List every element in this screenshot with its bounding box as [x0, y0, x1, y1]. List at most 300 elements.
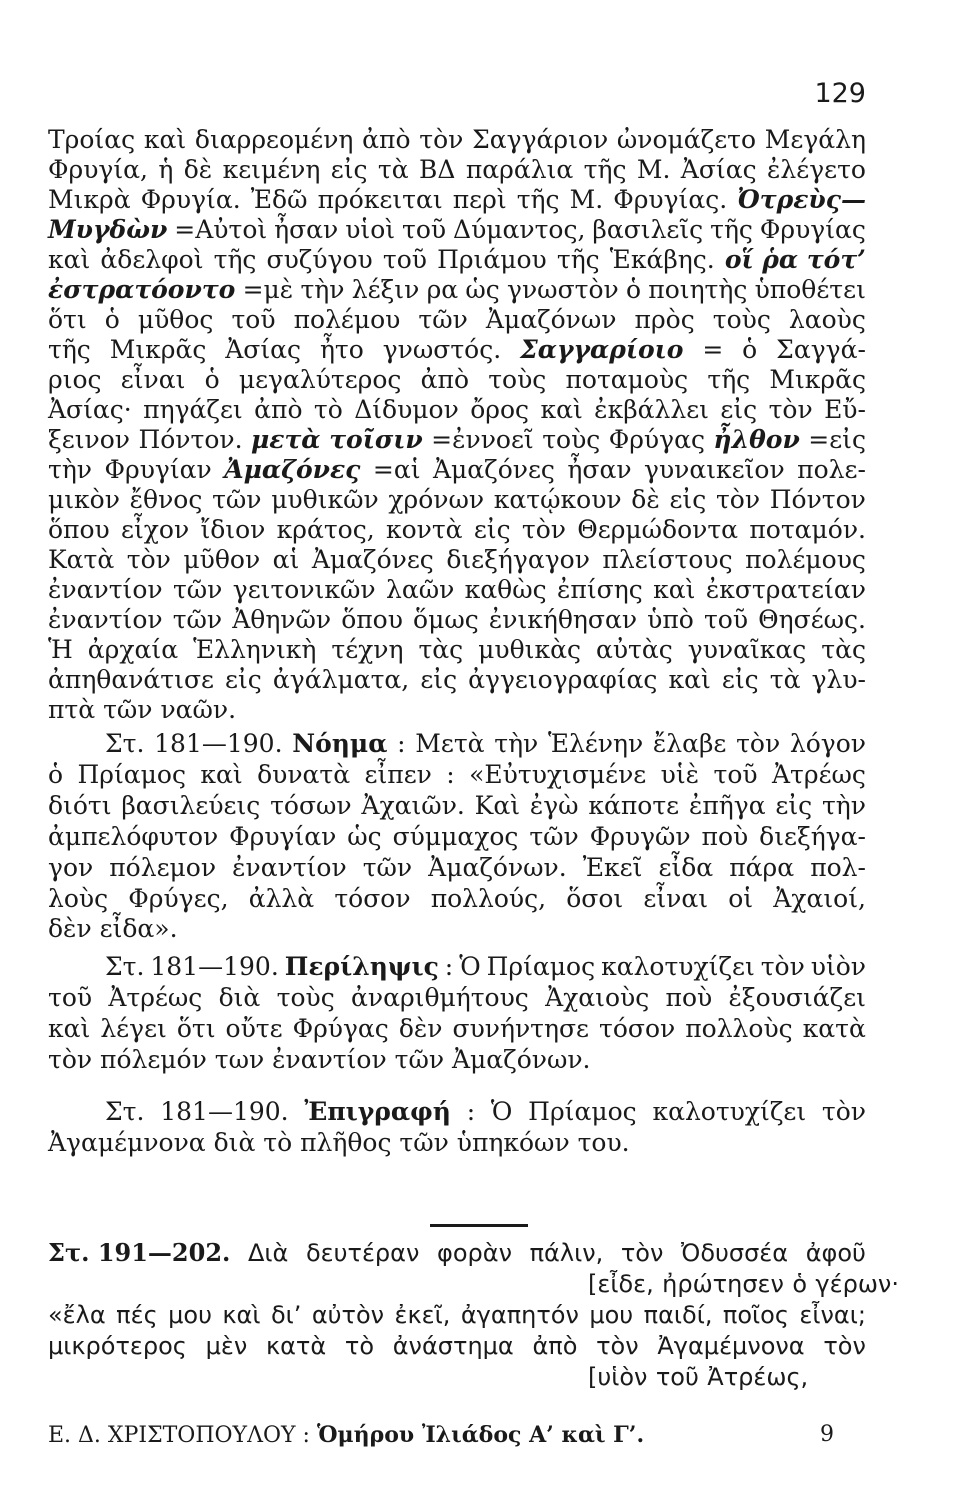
word: οὔτε — [225, 1013, 283, 1043]
word: Ἀμαζόνες — [311, 545, 434, 574]
word: τῆς — [707, 365, 751, 394]
word: τοῦ — [703, 605, 749, 634]
word: ποταμοὺς — [565, 365, 689, 394]
word: εἰς — [721, 665, 759, 694]
word: Φρύγας — [292, 1013, 389, 1043]
word: περὶ — [452, 185, 507, 214]
word: τῶν — [418, 305, 468, 334]
word: πλείστους — [602, 545, 733, 574]
word: γειτονικῶν — [232, 575, 376, 604]
word: τὸ — [313, 395, 343, 424]
word: Φρυγίαν — [104, 455, 212, 484]
word: τὴν — [300, 275, 345, 304]
emphasized-term: ἦλθον — [713, 425, 800, 454]
text-line — [48, 952, 866, 983]
emphasized-term: Ὀτρεὺς— — [737, 185, 866, 214]
word: ΒΔ — [419, 155, 456, 184]
word: Στ. — [105, 1097, 145, 1126]
word: ἀπηθανάτισε — [48, 665, 214, 694]
word: πόλεμον — [109, 852, 217, 882]
footer-citation — [48, 1422, 644, 1448]
word: δὲν — [398, 1013, 443, 1043]
word: συνήντησε — [452, 1013, 589, 1043]
word: =ἐννοεῖ — [431, 425, 534, 454]
word: τὸν — [596, 1331, 639, 1360]
word: βασιλεύεις — [121, 790, 261, 820]
word: ὅτι — [176, 1013, 216, 1043]
noima-section — [48, 729, 866, 945]
word: καλοτυχίζει — [652, 1097, 807, 1126]
word: ἐπῆγα — [688, 790, 766, 820]
word: Ἡ — [48, 635, 73, 664]
word: ὅμως — [413, 605, 479, 634]
text-line — [48, 395, 866, 425]
word: ἔθνος — [129, 485, 203, 514]
word: ἐναντίον — [48, 605, 163, 634]
word: τὸν πόλεμόν των ἐναντίον τῶν Ἀμαζόνων. — [48, 1044, 591, 1074]
word: Ἀμαζόνες — [433, 455, 555, 484]
word: τῶν — [212, 485, 262, 514]
word: ὑπὸ — [647, 605, 694, 634]
word: γυναικεῖον — [644, 455, 785, 484]
word: δὲ — [631, 485, 660, 514]
word: ριος — [48, 365, 102, 394]
word: γλυ- — [811, 665, 866, 694]
word: Ἀτρέως — [772, 759, 866, 789]
word: Φρύγες, — [128, 883, 229, 913]
word: Μικρὰ — [48, 185, 131, 214]
word: διεξήγα- — [759, 821, 866, 851]
word: τὸν — [823, 1331, 866, 1360]
word: γυναῖκας — [687, 635, 807, 664]
word: τὸν — [715, 485, 761, 514]
word: πάλιν, — [529, 1239, 604, 1267]
text-line — [48, 1045, 866, 1076]
word: τὸν — [126, 545, 171, 574]
word: : — [397, 729, 406, 758]
text-line — [48, 635, 866, 665]
word: μικρότερος — [48, 1331, 187, 1360]
word: μυθικῶν — [271, 485, 379, 514]
word: υἱὸν — [810, 952, 866, 981]
word: ἀναριθμήτους — [350, 982, 529, 1012]
word: ἀγγειογραφίας — [468, 665, 658, 694]
word: μικὸν — [48, 485, 120, 514]
word: Μεγάλη — [764, 125, 866, 154]
word: κράτος, — [276, 515, 375, 544]
word: τῆς — [213, 245, 257, 274]
word: τῆς — [48, 335, 91, 364]
word: τοὺς — [488, 365, 547, 394]
word: μου — [589, 1300, 634, 1329]
text-line — [48, 125, 866, 155]
word: Φρυγίας — [759, 215, 866, 244]
word: Ἀμαζόνων — [485, 305, 617, 334]
word: ἀρχαία — [87, 635, 179, 664]
word: Ἑλληνικὴ — [193, 635, 317, 664]
text-line — [48, 215, 866, 245]
text-line — [48, 983, 866, 1014]
word: Ἀσίας· — [48, 395, 132, 424]
word: διὰ — [218, 982, 261, 1012]
word: ποιητὴς — [648, 275, 748, 304]
emphasized-term: Ἐπιγραφή — [304, 1097, 451, 1126]
word: τοῦ — [713, 759, 758, 789]
word: Δίδυμον — [354, 395, 459, 424]
word: ἀπὸ — [420, 365, 469, 394]
word: τέχνη — [331, 635, 404, 664]
word: καὶ — [143, 125, 187, 154]
word: εἶναι; — [799, 1300, 866, 1329]
text-line — [48, 1128, 866, 1159]
word: ὅτι — [48, 305, 87, 334]
word: λαῶν — [385, 575, 455, 604]
word: [υἱὸν — [588, 1362, 648, 1391]
word: Φρυγίας. — [613, 185, 728, 214]
text-line — [48, 1238, 866, 1269]
text-line — [48, 155, 866, 185]
word: =μὲ — [242, 275, 294, 304]
word: ἦσαν — [567, 455, 632, 484]
word: γνωστὸν — [507, 275, 619, 304]
word: Στ. — [105, 952, 145, 981]
word: ἀλλὰ — [248, 883, 315, 913]
word: κατῴκουν — [493, 485, 622, 514]
word: Κατὰ — [48, 545, 115, 574]
word: Φρυγία. — [140, 185, 241, 214]
word: ἡ — [158, 155, 174, 184]
text-line — [48, 515, 866, 545]
word: γέρων· — [815, 1269, 899, 1298]
word: Ἀχαιοί, — [773, 883, 866, 913]
word: τῶν — [362, 852, 413, 882]
word: 181—190. — [154, 729, 283, 758]
word: μὲν — [205, 1331, 248, 1360]
word: Ἀγαμέμνονα — [657, 1331, 805, 1360]
word: δευτέραν — [305, 1239, 420, 1267]
footer-author: Ε. Δ. ΧΡΙΣΤΟΠΟΥΛΟΥ : — [48, 1423, 317, 1448]
word: δι’ — [270, 1300, 302, 1329]
text-line — [48, 305, 866, 335]
word: τὸν — [768, 395, 813, 424]
word: =Αὐτοὶ — [174, 215, 268, 244]
footer-title: Ὁμήρου Ἰλιάδος Α’ καὶ Γ’. — [316, 1422, 645, 1448]
text-line — [48, 1362, 866, 1393]
word: ἀνάστημα — [392, 1331, 514, 1360]
word: εἰς — [473, 515, 511, 544]
word: τῶν — [529, 821, 579, 851]
emphasized-term: Σαγγαρίοιο — [520, 335, 684, 364]
word: διαρρεομένη — [194, 125, 354, 154]
word: τοῦ — [231, 305, 276, 334]
word: Φρύγας — [608, 425, 705, 454]
word: ἴδιον — [200, 515, 266, 544]
emphasized-term: Μυγδὼν — [48, 215, 168, 244]
word: ποὺ — [701, 821, 749, 851]
word: : — [444, 952, 454, 981]
text-line — [48, 1300, 866, 1331]
word: ἐκβάλλει — [594, 395, 709, 424]
word: ἐκεῖ, — [394, 1300, 451, 1329]
word: τὰ — [769, 665, 801, 694]
text-line — [48, 822, 866, 853]
word: ὁ — [742, 335, 758, 364]
word: συζύγου — [266, 245, 373, 274]
word: παιδί, — [643, 1300, 713, 1329]
word: Θησέως. — [758, 605, 866, 634]
word: τὰ — [377, 155, 409, 184]
word: καὶ — [222, 1300, 261, 1329]
text-line — [48, 275, 866, 305]
word: δὲν εἶδα». — [48, 914, 178, 944]
text-line — [48, 1097, 866, 1128]
word: ὅσοι — [566, 883, 624, 913]
word: Μ. — [636, 155, 671, 184]
word: κατὰ — [265, 1331, 327, 1360]
word: γον — [48, 852, 94, 882]
word: εἰς — [225, 665, 262, 694]
word: τόσων — [270, 790, 352, 820]
word: τὴν — [494, 729, 539, 758]
section-divider — [430, 1224, 528, 1227]
word: τοὺς — [712, 305, 771, 334]
word: = — [702, 335, 724, 364]
text-line — [48, 455, 866, 485]
word: Πόντον — [769, 485, 866, 514]
word: Ἀσίας — [225, 335, 302, 364]
word: ἐλέγετο — [767, 155, 866, 184]
word: ὑποθέτει — [754, 275, 866, 304]
word: πές — [116, 1300, 158, 1329]
translation-section — [48, 1238, 899, 1393]
word: ἐπίσης — [557, 575, 643, 604]
word: τὸν — [760, 952, 805, 981]
word: [εἶδε, — [588, 1269, 654, 1298]
word: Τροίας — [48, 125, 136, 154]
text-line — [48, 1014, 866, 1045]
word: Φρυγία, — [48, 155, 148, 184]
word: τῶν — [172, 575, 223, 604]
word: Ὁ — [459, 952, 481, 981]
emphasized-term: Στ. 191—202. — [48, 1238, 231, 1267]
word: Πρίαμος — [77, 759, 186, 789]
word: πρόκειται — [317, 185, 443, 214]
word: Φρυγῶν — [589, 821, 691, 851]
word: εἰς — [775, 790, 813, 820]
notes-section — [48, 125, 866, 725]
word: τῶν — [172, 605, 223, 634]
word: ἀπὸ — [362, 125, 411, 154]
word: σύμμαχος — [392, 821, 519, 851]
text-line — [48, 425, 866, 455]
word: Καὶ — [474, 790, 521, 820]
emphasized-term: μετὰ τοῖσιν — [250, 425, 423, 454]
word: τὸ — [344, 1331, 375, 1360]
word: τοῦ — [401, 215, 447, 244]
word: Πρίαμος — [528, 1097, 637, 1126]
word: ἦτο — [319, 335, 364, 364]
word: πολ- — [810, 852, 866, 882]
word: υἱοὶ — [345, 215, 396, 244]
word: 181—190. — [150, 952, 279, 981]
word: τοὺς — [276, 982, 335, 1012]
word: δὲ — [183, 155, 213, 184]
text-line — [48, 245, 866, 275]
word: Ὁ — [490, 1097, 513, 1126]
word: βασιλεῖς — [592, 215, 704, 244]
word: =αἱ — [372, 455, 421, 484]
word: ὁ — [625, 275, 642, 304]
text-line — [48, 791, 866, 822]
word: τοῦ — [382, 245, 427, 274]
word: ὄρος — [470, 395, 530, 424]
text-line — [48, 365, 866, 395]
word: Θερμώδοντα — [577, 515, 739, 544]
word: ποὺ — [665, 982, 713, 1012]
word: καὶ — [48, 245, 91, 274]
word: πολλοὺς — [685, 1013, 793, 1043]
word: Ἀγαμέμνονα διὰ τὸ πλῆθος τῶν ὑπηκόων του. — [48, 1127, 630, 1157]
text-line — [48, 605, 866, 635]
word: ἀπὸ — [254, 395, 303, 424]
word: εἰς — [420, 665, 458, 694]
word: εἰς — [720, 395, 758, 424]
word: λόγον — [789, 729, 866, 758]
word: ὅπου — [341, 605, 403, 634]
word: ἀγάλματα, — [272, 665, 410, 694]
word: πολε- — [797, 455, 866, 484]
word: κατὰ — [802, 1013, 866, 1043]
word: εἶναι — [120, 365, 186, 394]
word: τοῦ — [655, 1362, 699, 1391]
word: Φρυγίαν — [229, 821, 337, 851]
word: 181—190. — [160, 1097, 289, 1126]
word: μου — [168, 1300, 212, 1329]
word: παράλια — [465, 155, 574, 184]
word: Μετὰ — [415, 729, 485, 758]
word: τοὺς — [542, 425, 601, 454]
word: τόσον — [599, 1013, 676, 1043]
word: Ἀθηνῶν — [232, 605, 332, 634]
word: Πόντον. — [138, 425, 243, 454]
word: λέξιν — [351, 275, 420, 304]
word: εἶναι — [643, 883, 709, 913]
word: ὠνομάζετο — [616, 125, 757, 154]
word: ἠρώτησεν — [662, 1269, 784, 1298]
word: ἐναντίον — [48, 575, 163, 604]
text-line — [48, 185, 866, 215]
page-number: 129 — [814, 78, 866, 109]
word: τὸν — [821, 1097, 866, 1126]
word: δυνατὰ — [257, 759, 351, 789]
text-line — [48, 884, 866, 915]
word: τὰς — [821, 635, 866, 664]
word: γνωστός. — [382, 335, 502, 364]
word: Μ. — [569, 185, 604, 214]
word: ρα — [426, 275, 459, 304]
word: πτὰ τῶν ναῶν. — [48, 695, 237, 724]
word: Ἑλένην — [547, 729, 644, 758]
word: ὡς — [347, 821, 382, 851]
word: ἐνικήθησαν — [488, 605, 638, 634]
text-line — [48, 575, 866, 605]
word: Ἀχαιῶν. — [361, 790, 465, 820]
word: Ἀσίας — [680, 155, 757, 184]
word: πηγάζει — [143, 395, 243, 424]
word: πολλούς, — [430, 883, 547, 913]
word: τὸν — [521, 515, 566, 544]
word: Στ. — [105, 729, 145, 758]
word: ξεινον — [48, 425, 130, 454]
text-line — [48, 1331, 866, 1362]
word: Εὔ- — [824, 395, 866, 424]
emphasized-term: Νόημα — [292, 729, 388, 758]
word: ἔλαβε — [652, 729, 727, 758]
word: ποταμόν. — [749, 515, 866, 544]
word: τοῦ — [48, 982, 93, 1012]
word: ὁ — [792, 1269, 808, 1298]
word: ἐγὼ — [529, 790, 579, 820]
word: πολέμους — [745, 545, 866, 574]
word: ὁ — [48, 759, 64, 789]
word: κάποτε — [588, 790, 680, 820]
word: κοντὰ — [385, 515, 463, 544]
word: τὸν — [419, 125, 464, 154]
word: τὴν — [821, 790, 866, 820]
perilipsis-section — [48, 952, 866, 1076]
word: μῦθος — [137, 305, 214, 334]
word: καὶ — [668, 665, 711, 694]
word: τόσον — [334, 883, 411, 913]
word: εἶδα — [658, 852, 714, 882]
word: αὐτὰς — [595, 635, 673, 664]
word: εἰς — [330, 155, 368, 184]
emphasized-term: ἐστρατόοντο — [48, 275, 236, 304]
word: Δύμαντος, — [453, 215, 586, 244]
word: Ἐδῶ — [250, 185, 308, 214]
word: πολέμου — [293, 305, 401, 334]
text-line — [48, 1269, 899, 1300]
word: τῆς — [710, 215, 753, 244]
word: Σαγγά- — [776, 335, 866, 364]
text-line — [48, 914, 866, 945]
word: διεξήγαγον — [446, 545, 590, 574]
word: διότι — [48, 790, 112, 820]
word: φορὰν — [437, 1239, 512, 1267]
page-footer — [48, 1422, 834, 1448]
word: ἀφοῦ — [805, 1239, 866, 1267]
word: καλοτυχίζει — [601, 952, 755, 981]
word: Μικρᾶς — [109, 335, 207, 364]
word: Ἀχαιοὺς — [545, 982, 650, 1012]
word: πάρα — [729, 852, 795, 882]
word: ὁ — [204, 365, 220, 394]
word: Ἀμαζόνων. — [428, 852, 567, 882]
word: μυθικὰς — [478, 635, 581, 664]
word: ἀπὸ — [532, 1331, 578, 1360]
word: τῆς — [556, 245, 600, 274]
word: ποῖος — [722, 1300, 789, 1329]
emphasized-term: Περίληψις — [284, 952, 439, 981]
text-line — [48, 545, 866, 575]
word: καὶ — [540, 395, 583, 424]
emphasized-term: Ἀμαζόνες — [224, 455, 361, 484]
word: Μικρᾶς — [769, 365, 866, 394]
word: αἱ — [272, 545, 300, 574]
word: πρὸς — [634, 305, 695, 334]
word: εἶχον — [121, 515, 190, 544]
word: Πρίαμος — [486, 952, 596, 981]
